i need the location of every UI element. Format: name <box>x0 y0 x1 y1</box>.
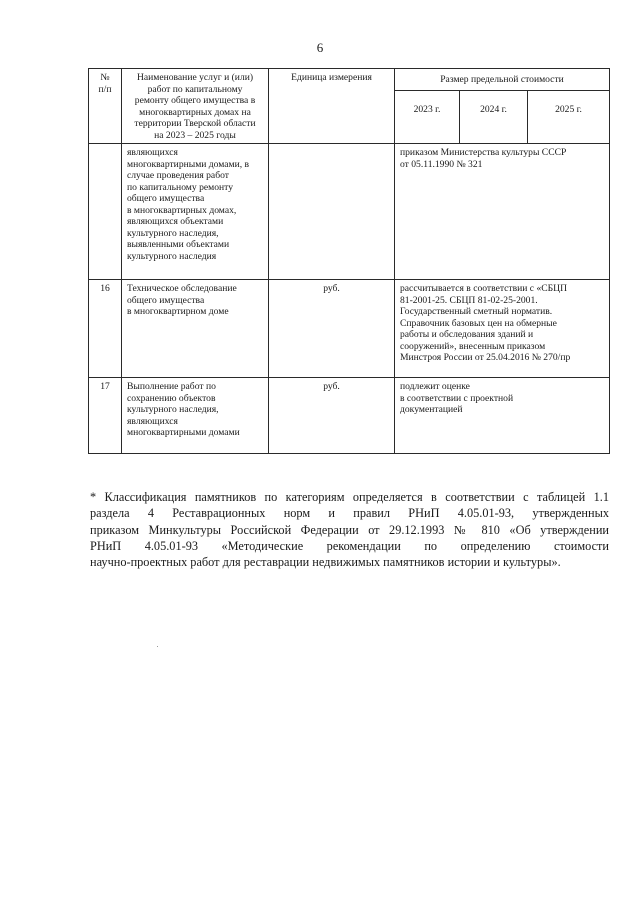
row-name: Выполнение работ по сохранению объектов культурного наследия, являющихся многоквартирными домами <box>122 378 269 454</box>
header-year-2024: 2024 г. <box>460 91 528 144</box>
header-year-2025: 2025 г. <box>528 91 610 144</box>
header-year-2023: 2023 г. <box>395 91 460 144</box>
footnote-line: научно-проектных работ для реставрации недвижимых памятников истории и культуры». <box>90 555 561 570</box>
header-num: № п/п <box>89 69 122 144</box>
row-number: 17 <box>89 378 122 454</box>
row-cost: рассчитывается в соответствии с «СБЦП 81-2001-25. СБЦП 81-02-25-2001. Государственный сметный норматив. Справочник базовых цен на обмерные работы и обследования зданий и сооружений», внесенным приказом Минстроя России от 25.04.2016 № 270/пр <box>395 280 610 378</box>
header-unit: Единица измерения <box>269 69 395 144</box>
scan-speck <box>157 646 158 647</box>
row-number <box>89 144 122 280</box>
header-name: Наименование услуг и (или) работ по капитальному ремонту общего имущества в многоквартирных домах на территории Тверской области на 2023 – 2025 годы <box>122 69 269 144</box>
row-unit: руб. <box>269 378 395 454</box>
row-name: являющихся многоквартирными домами, в случае проведения работ по капитальному ремонту общего имущества в многоквартирных домах, являющихся объектами культурного наследия, выявленными объектами культурного наследия <box>122 144 269 280</box>
footnote <box>90 489 609 570</box>
table-row <box>89 280 610 378</box>
page-number: 6 <box>316 40 324 55</box>
footnote-line: РНиП 4.05.01-93 «Методические рекомендации по определению стоимости <box>90 538 609 553</box>
row-cost: подлежит оценке в соответствии с проектной документацией <box>395 378 610 454</box>
table-row <box>89 144 610 280</box>
header-cost: Размер предельной стоимости <box>395 69 610 91</box>
table-row <box>89 378 610 454</box>
row-unit <box>269 144 395 280</box>
footnote-line: приказом Минкультуры Российской Федерации от 29.12.1993 № 810 «Об утверждении <box>90 522 609 537</box>
row-name: Техническое обследование общего имущества в многоквартирном доме <box>122 280 269 378</box>
footnote-line: * Классификация памятников по категориям определяется в соответствии с таблицей 1.1 <box>90 490 609 504</box>
footnote-line: раздела 4 Реставрационных норм и правил РНиП 4.05.01-93, утвержденных <box>90 506 609 521</box>
table-header-row <box>89 69 610 91</box>
row-number: 16 <box>89 280 122 378</box>
cost-table <box>88 68 610 454</box>
row-unit: руб. <box>269 280 395 378</box>
row-cost: приказом Министерства культуры СССР от 05.11.1990 № 321 <box>395 144 610 280</box>
